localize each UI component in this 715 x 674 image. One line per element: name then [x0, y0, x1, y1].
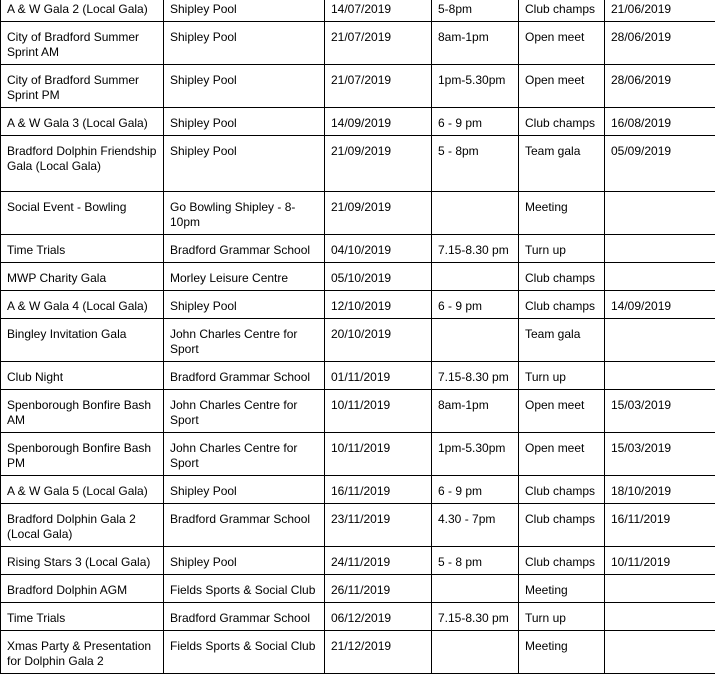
entry-date-cell	[605, 319, 715, 362]
event-cell: Club Night	[1, 362, 164, 390]
entry-date-cell: 14/09/2019	[605, 291, 715, 319]
event-cell: City of Bradford Summer Sprint PM	[1, 65, 164, 108]
entry-date-cell: 16/08/2019	[605, 108, 715, 136]
venue-cell: Shipley Pool	[164, 65, 325, 108]
time-cell: 1pm-5.30pm	[432, 433, 519, 476]
time-cell: 1pm-5.30pm	[432, 65, 519, 108]
date-cell: 21/09/2019	[325, 136, 432, 192]
type-cell: Club champs	[519, 547, 605, 575]
time-cell: 5-8pm	[432, 0, 519, 22]
type-cell: Turn up	[519, 603, 605, 631]
type-cell: Meeting	[519, 631, 605, 674]
entry-date-cell: 15/03/2019	[605, 390, 715, 433]
type-cell: Club champs	[519, 0, 605, 22]
type-cell: Club champs	[519, 108, 605, 136]
event-cell: Xmas Party & Presentation for Dolphin Gala 2	[1, 631, 164, 674]
time-cell: 5 - 8 pm	[432, 547, 519, 575]
type-cell: Turn up	[519, 362, 605, 390]
time-cell: 8am-1pm	[432, 390, 519, 433]
time-cell: 4.30 - 7pm	[432, 504, 519, 547]
venue-cell: Bradford Grammar School	[164, 235, 325, 263]
event-cell: Bradford Dolphin Friendship Gala (Local Gala)	[1, 136, 164, 192]
event-cell: A & W Gala 4 (Local Gala)	[1, 291, 164, 319]
venue-cell: Shipley Pool	[164, 136, 325, 192]
venue-cell: Fields Sports & Social Club	[164, 575, 325, 603]
venue-cell: Bradford Grammar School	[164, 504, 325, 547]
event-cell: A & W Gala 2 (Local Gala)	[1, 0, 164, 22]
time-cell: 5 - 8pm	[432, 136, 519, 192]
date-cell: 26/11/2019	[325, 575, 432, 603]
table-row	[1, 362, 715, 390]
entry-date-cell	[605, 192, 715, 235]
venue-cell: Shipley Pool	[164, 476, 325, 504]
date-cell: 21/07/2019	[325, 22, 432, 65]
venue-cell: Fields Sports & Social Club	[164, 631, 325, 674]
type-cell: Turn up	[519, 235, 605, 263]
entry-date-cell	[605, 603, 715, 631]
date-cell: 04/10/2019	[325, 235, 432, 263]
table-row	[1, 263, 715, 291]
time-cell	[432, 631, 519, 674]
entry-date-cell	[605, 263, 715, 291]
type-cell: Club champs	[519, 263, 605, 291]
entry-date-cell: 15/03/2019	[605, 433, 715, 476]
time-cell: 8am-1pm	[432, 22, 519, 65]
type-cell: Club champs	[519, 291, 605, 319]
table-row	[1, 390, 715, 433]
venue-cell: Shipley Pool	[164, 547, 325, 575]
venue-cell: Shipley Pool	[164, 108, 325, 136]
date-cell: 10/11/2019	[325, 433, 432, 476]
event-cell: Social Event - Bowling	[1, 192, 164, 235]
time-cell	[432, 192, 519, 235]
type-cell: Meeting	[519, 192, 605, 235]
type-cell: Team gala	[519, 136, 605, 192]
table-row	[1, 22, 715, 65]
date-cell: 21/12/2019	[325, 631, 432, 674]
table-row	[1, 603, 715, 631]
type-cell: Open meet	[519, 390, 605, 433]
event-cell: Time Trials	[1, 603, 164, 631]
table-row	[1, 319, 715, 362]
table-row	[1, 575, 715, 603]
event-cell: Rising Stars 3 (Local Gala)	[1, 547, 164, 575]
venue-cell: Shipley Pool	[164, 291, 325, 319]
event-cell: Bradford Dolphin AGM	[1, 575, 164, 603]
date-cell: 10/11/2019	[325, 390, 432, 433]
table-row	[1, 631, 715, 674]
table-row	[1, 65, 715, 108]
date-cell: 23/11/2019	[325, 504, 432, 547]
table-row	[1, 136, 715, 192]
table-row	[1, 0, 715, 22]
type-cell: Open meet	[519, 65, 605, 108]
venue-cell: Shipley Pool	[164, 0, 325, 22]
type-cell: Open meet	[519, 22, 605, 65]
entry-date-cell: 28/06/2019	[605, 65, 715, 108]
type-cell: Team gala	[519, 319, 605, 362]
table-row	[1, 291, 715, 319]
table-row	[1, 192, 715, 235]
event-cell: Spenborough Bonfire Bash AM	[1, 390, 164, 433]
event-cell: MWP Charity Gala	[1, 263, 164, 291]
entry-date-cell	[605, 631, 715, 674]
table-row	[1, 235, 715, 263]
time-cell: 6 - 9 pm	[432, 108, 519, 136]
time-cell	[432, 263, 519, 291]
date-cell: 14/07/2019	[325, 0, 432, 22]
entry-date-cell: 21/06/2019	[605, 0, 715, 22]
venue-cell: Bradford Grammar School	[164, 362, 325, 390]
event-cell: Bingley Invitation Gala	[1, 319, 164, 362]
date-cell: 16/11/2019	[325, 476, 432, 504]
entry-date-cell: 16/11/2019	[605, 504, 715, 547]
entry-date-cell: 18/10/2019	[605, 476, 715, 504]
date-cell: 21/07/2019	[325, 65, 432, 108]
entry-date-cell: 05/09/2019	[605, 136, 715, 192]
date-cell: 05/10/2019	[325, 263, 432, 291]
date-cell: 24/11/2019	[325, 547, 432, 575]
venue-cell: John Charles Centre for Sport	[164, 319, 325, 362]
date-cell: 01/11/2019	[325, 362, 432, 390]
date-cell: 06/12/2019	[325, 603, 432, 631]
table-row	[1, 547, 715, 575]
time-cell: 7.15-8.30 pm	[432, 603, 519, 631]
entry-date-cell	[605, 362, 715, 390]
type-cell: Club champs	[519, 504, 605, 547]
time-cell	[432, 575, 519, 603]
event-cell: A & W Gala 5 (Local Gala)	[1, 476, 164, 504]
venue-cell: John Charles Centre for Sport	[164, 390, 325, 433]
venue-cell: John Charles Centre for Sport	[164, 433, 325, 476]
table-row	[1, 433, 715, 476]
entry-date-cell	[605, 575, 715, 603]
event-cell: Time Trials	[1, 235, 164, 263]
time-cell: 6 - 9 pm	[432, 291, 519, 319]
time-cell: 7.15-8.30 pm	[432, 362, 519, 390]
time-cell: 7.15-8.30 pm	[432, 235, 519, 263]
event-cell: Spenborough Bonfire Bash PM	[1, 433, 164, 476]
table-row	[1, 108, 715, 136]
fixtures-table-body	[1, 0, 715, 674]
date-cell: 12/10/2019	[325, 291, 432, 319]
date-cell: 21/09/2019	[325, 192, 432, 235]
time-cell	[432, 319, 519, 362]
venue-cell: Bradford Grammar School	[164, 603, 325, 631]
table-row	[1, 504, 715, 547]
venue-cell: Shipley Pool	[164, 22, 325, 65]
type-cell: Open meet	[519, 433, 605, 476]
event-cell: A & W Gala 3 (Local Gala)	[1, 108, 164, 136]
type-cell: Club champs	[519, 476, 605, 504]
venue-cell: Go Bowling Shipley - 8-10pm	[164, 192, 325, 235]
entry-date-cell: 10/11/2019	[605, 547, 715, 575]
entry-date-cell: 28/06/2019	[605, 22, 715, 65]
table-row	[1, 476, 715, 504]
venue-cell: Morley Leisure Centre	[164, 263, 325, 291]
event-cell: Bradford Dolphin Gala 2 (Local Gala)	[1, 504, 164, 547]
entry-date-cell	[605, 235, 715, 263]
time-cell: 6 - 9 pm	[432, 476, 519, 504]
event-cell: City of Bradford Summer Sprint AM	[1, 22, 164, 65]
date-cell: 14/09/2019	[325, 108, 432, 136]
type-cell: Meeting	[519, 575, 605, 603]
date-cell: 20/10/2019	[325, 319, 432, 362]
